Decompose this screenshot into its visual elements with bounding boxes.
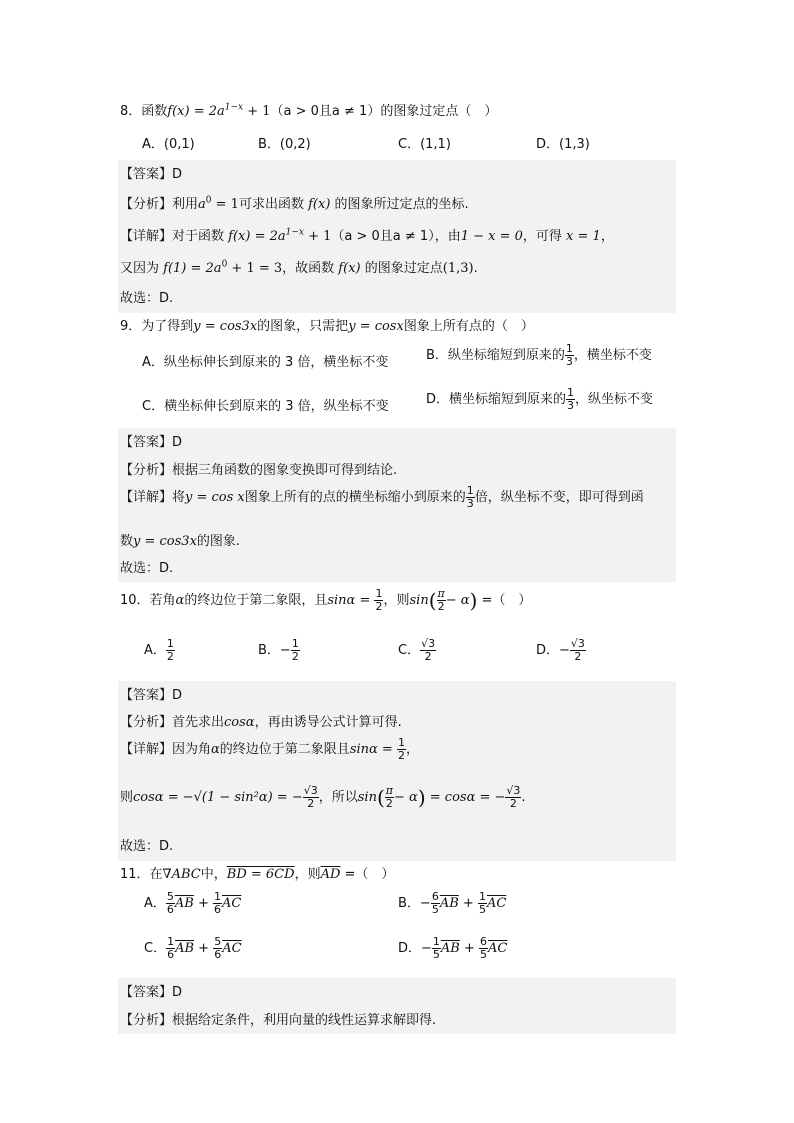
q9-option-c: C．横坐标伸长到原来的 3 倍，纵坐标不变: [142, 399, 389, 414]
q11-option-c: C． $\frac{1}{6}$ $\overline{AB}$ + $\frac{5}{6}$ $\overline{AC}$: [144, 935, 242, 961]
q10-analysis: 【分析】首先求出cosα，再由诱导公式计算可得.: [120, 715, 402, 730]
q8-analysis: 【分析】利用$a^0 = 1$可求出函数 f(x) 的图象所过定点的坐标.: [120, 195, 469, 212]
q10-option-a: A． $\frac{1}{2}$: [144, 637, 174, 663]
q9-analysis: 【分析】根据三角函数的图象变换即可得到结论.: [120, 463, 398, 478]
q11-option-b: B．− $\frac{6}{5}$ $\overline{AB}$ + $\frac{1}{5}$ $\overline{AC}$: [398, 890, 507, 916]
q10-choose: 故选：D.: [120, 839, 174, 854]
q10-stem: 10．若角α的终边位于第二象限，且sinα = $\frac{1}{2}$ ，则sin( $\frac{\pi}{2}$ − α) =（ ）: [120, 587, 532, 613]
q11-answer: 【答案】D: [120, 985, 183, 1000]
q8-choose: 故选：D.: [120, 291, 174, 306]
q8-option-d: D．(1,3): [536, 137, 590, 152]
q10-detail-line2: 则cosα = −√(1 − sin²α) = − $\frac{√3}{2}$ ，所以sin( $\frac{\pi}{2}$ − α) = cosα = − $\frac{√3}{2}$ .: [120, 784, 526, 810]
q9-option-d: D．横坐标缩短到原来的 $\frac{1}{3}$ ，纵坐标不变: [426, 386, 654, 412]
q9-option-a: A．纵坐标伸长到原来的 3 倍，横坐标不变: [142, 355, 389, 370]
q11-option-d: D．− $\frac{1}{5}$ $\overline{AB}$ + $\frac{6}{5}$ $\overline{AC}$: [398, 935, 508, 961]
q9-option-b: B．纵坐标缩短到原来的 $\frac{1}{3}$ ，横坐标不变: [426, 342, 652, 368]
q9-detail-line2: 数y = cos3x的图象.: [120, 534, 241, 549]
q9-choose: 故选：D.: [120, 561, 174, 576]
answer-block-q10: [118, 681, 676, 861]
q9-stem: 9．为了得到y = cos3x的图象，只需把y = cosx图象上所有点的（ ）: [120, 319, 534, 334]
q10-option-c: C． $\frac{√3}{2}$: [398, 637, 436, 663]
q11-analysis: 【分析】根据给定条件，利用向量的线性运算求解即得.: [120, 1013, 437, 1028]
q10-option-d: D．− $\frac{√3}{2}$: [536, 637, 585, 663]
q8-detail: 【详解】对于函数 $f(x) = 2a^{1-x} + 1(a > 0$且a ≠ 1），由1 − x = 0，可得 x = 1，: [120, 227, 614, 244]
q9-answer: 【答案】D: [120, 435, 183, 450]
q8-option-c: C．(1,1): [398, 137, 451, 152]
q11-option-a: A． $\frac{5}{6}$ $\overline{AB}$ + $\frac{1}{6}$ $\overline{AC}$: [144, 890, 242, 916]
q8-stem: 8．函数$f(x) = 2a^{1-x} + 1(a > 0$且a ≠ 1）的图象过定点（ ）: [120, 102, 498, 119]
q8-answer: 【答案】D: [120, 167, 183, 182]
q11-stem: 11．在∇ABC中，BD = 6CD，则$\overline{AD}$ =（ ）: [120, 867, 395, 882]
q8-detail-line2: 又因为 $f(1) = 2a^0 + 1 = 3$，故函数 f(x) 的图象过定点(1,3).: [120, 259, 478, 276]
q9-detail: 【详解】将y = cos x图象上所有的点的横坐标缩小到原来的 $\frac{1}{3}$ 倍，纵坐标不变，即可得到函: [120, 484, 644, 510]
q8-option-b: B．(0,2): [258, 137, 311, 152]
q10-answer: 【答案】D: [120, 688, 183, 703]
q10-detail: 【详解】因为角α的终边位于第二象限且sinα = $\frac{1}{2}$ ，: [120, 736, 419, 762]
q10-option-b: B．− $\frac{1}{2}$: [258, 637, 299, 663]
q8-option-a: A．(0,1): [142, 137, 195, 152]
